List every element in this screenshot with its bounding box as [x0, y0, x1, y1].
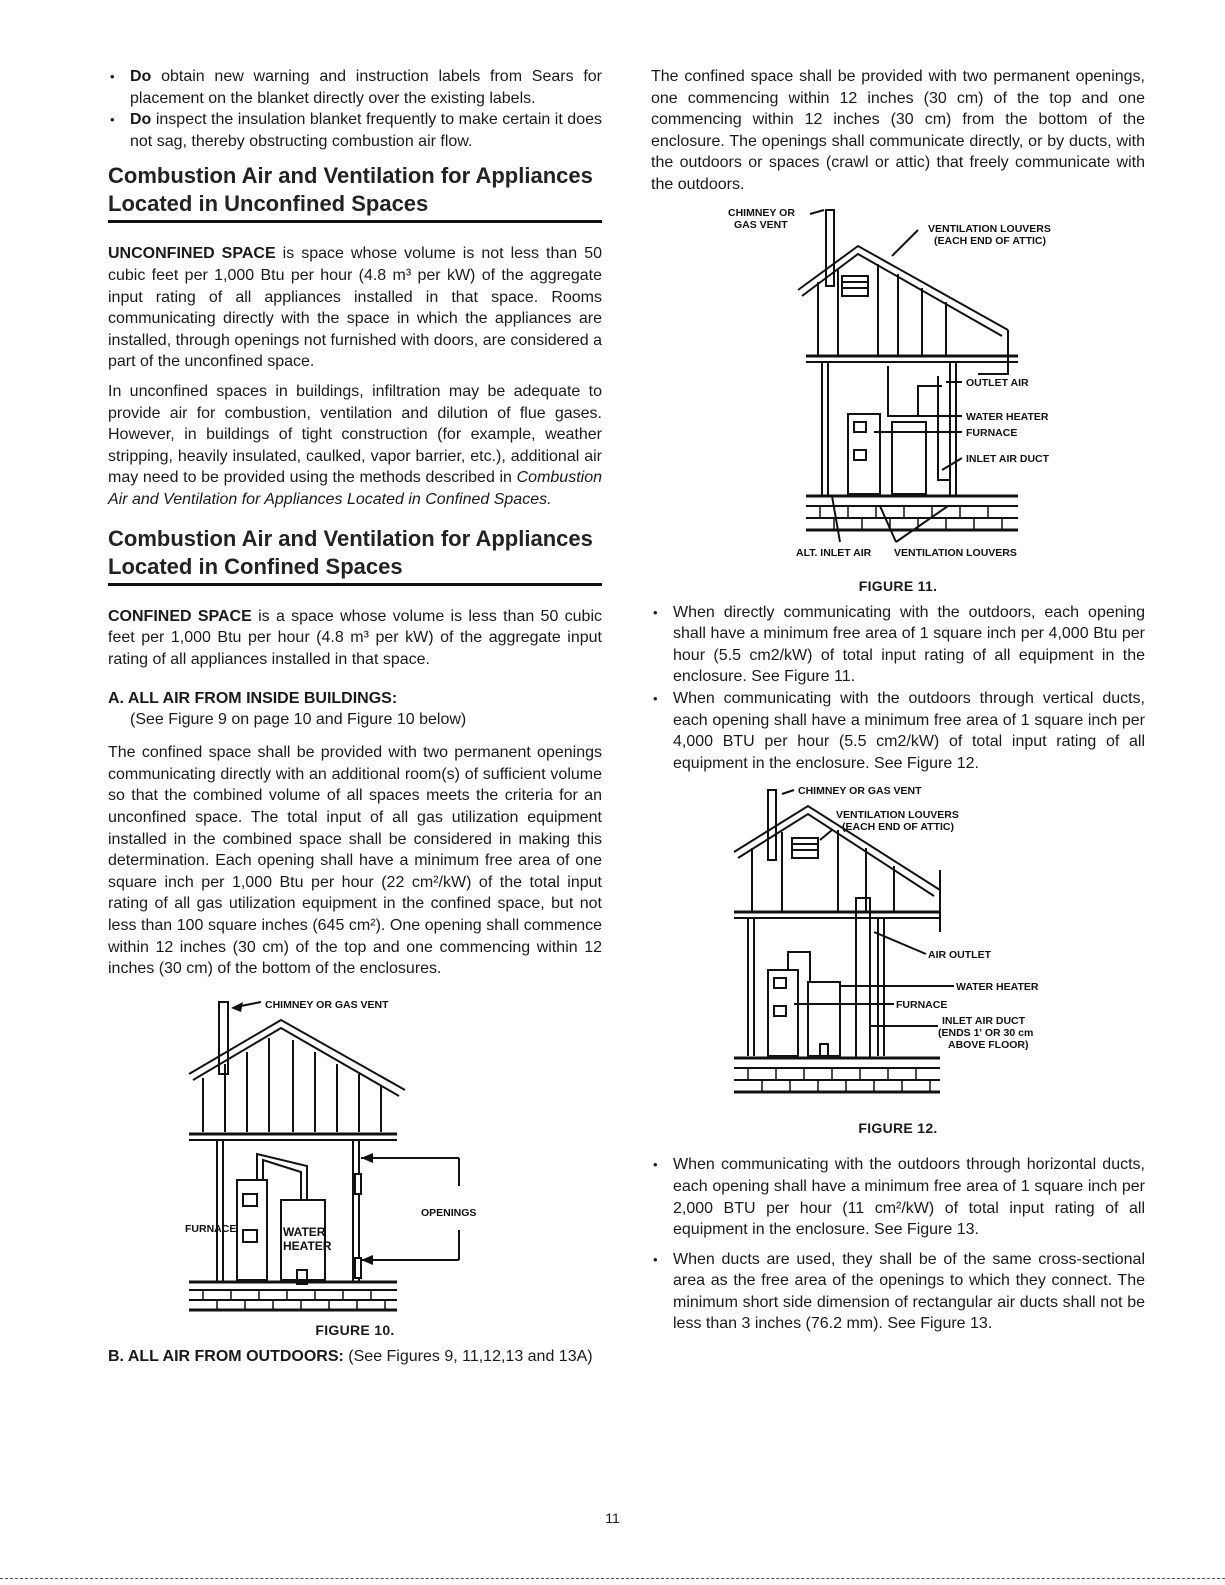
fig10-label-heater: HEATER [283, 1238, 332, 1253]
unconfined-paragraph: UNCONFINED SPACE is space whose volume is not less than 50 cubic feet per 1,000 Btu per hour (4.8 m³ per kW) of the aggregate input rating of all appliances installed in that space. Rooms communicating directly with the space in which the appliances are installed, through openings not furnished with doors, are considered a part of the unconfined space. [108, 245, 603, 371]
intro-paragraph: The confined space shall be provided with two permanent openings, one commencing within 12 inches (30 cm) of the top and one commencing within 12 inches (30 cm) from the bottom of the enclosure. The openings shall communicate directly, or by ducts, with the outdoors or spaces (crawl or attic) that freely communicate with the outdoors. [651, 68, 1145, 193]
fig11-label-water: WATER HEATER [966, 410, 1049, 423]
fig11-label-alt: ALT. INLET AIR [796, 546, 872, 559]
fig10-label-openings: OPENINGS [421, 1206, 477, 1219]
figure-11-caption: FIGURE 11. [858, 577, 938, 594]
fig10-label-furnace: FURNACE [185, 1222, 237, 1235]
fig11-label-chimney-1: CHIMNEY OR [728, 206, 795, 219]
fig12-label-furnace: FURNACE [896, 999, 948, 1012]
section-a-note: (See Figure 9 on page 10 and Figure 10 below) [130, 711, 467, 729]
section-a-paragraph: The confined space shall be provided with two permanent openings communicating directly with an additional room(s) of sufficient volume so that the combined volume of all spaces meets the criteria for an unconfined space. The total input of all gas utilization equipment installed in the combined space shall be considered in making this determination. Each opening shall have a minimum free area of one square inch per 1,000 Btu per hour (22 cm²/kW) of the total input rating of all gas utilization equipment in the confined space, but not less than 100 square inches (645 cm²). One opening shall commence within 12 inches (30 cm) of the top and one commencing within 12 inches (30 cm) of the bottom of the enclosures. [108, 744, 602, 978]
fig12-label-louvers-2: (EACH END OF ATTIC) [842, 821, 954, 834]
outdoor-bullets-b [651, 1154, 1145, 1335]
bullet-item: • When communicating with the outdoors through horizontal ducts, each opening shall have a minimum free area of 1 square inch per 2,000 BTU per hour (11 cm²/kW) of total input rating of all equipment in the enclosure. See Figure 13. [651, 1154, 1145, 1240]
figure-10-diagram [185, 994, 525, 1316]
heading-unconfined: Combustion Air and Ventilation for Appliances Located in Unconfined Spaces [108, 162, 602, 223]
fig11-label-inlet: INLET AIR DUCT [966, 452, 1050, 465]
fig12-label-water: WATER HEATER [956, 981, 1039, 994]
fig10-label-chimney: CHIMNEY OR GAS VENT [265, 998, 389, 1011]
fig12-label-outlet: AIR OUTLET [928, 949, 991, 962]
heading-confined: Combustion Air and Ventilation for Appliances Located in Confined Spaces [108, 525, 602, 586]
fig11-label-outlet: OUTLET AIR [966, 376, 1029, 389]
right-column [651, 66, 1145, 1335]
fig11-label-chimney-2: GAS VENT [734, 218, 788, 231]
figure-10-caption: FIGURE 10. [315, 1321, 395, 1338]
fig11-label-vent: VENTILATION LOUVERS [894, 546, 1017, 559]
confined-paragraph: CONFINED SPACE is a space whose volume is less than 50 cubic feet per 1,000 Btu per hour (4.8 m³ per kW) of the aggregate input rating of all appliances installed in that space. [108, 607, 603, 668]
bullet-item: • When directly communicating with the outdoors, each opening shall have a minimum free area of 1 square inch per 4,000 Btu per hour (5.5 cm2/kW) of total input rating of all equipment in the enclosure. See Figure 11. [651, 602, 1145, 688]
left-column [108, 66, 602, 1367]
section-b-line: B. ALL AIR FROM OUTDOORS: (See Figures 9, 11,12,13 and 13A) [108, 1347, 593, 1365]
page-bottom-rule [0, 1578, 1225, 1579]
fig11-label-furnace: FURNACE [966, 426, 1018, 439]
fig12-label-louvers-1: VENTILATION LOUVERS [836, 809, 959, 822]
figure-12-diagram [728, 782, 1068, 1114]
fig11-label-louvers-2: (EACH END OF ATTIC) [934, 234, 1046, 247]
bullet-item: • When ducts are used, they shall be of the same cross-sectional area as the free area of the openings to which they connect. The minimum short side dimension of rectangular air ducts shall not be less than 3 inches (76.2 mm). See Figure 13. [651, 1249, 1145, 1335]
infiltration-paragraph: In unconfined spaces in buildings, infiltration may be adequate to provide air for combustion, ventilation and dilution of flue gases. However, in buildings of tight construction (for example, weather stripping, heavily insulated, caulked, vapor barrier, etc.), additional air may need to be provided using the methods described in Combustion Air and Ventilation for Appliances Located in Confined Spaces. [108, 382, 602, 508]
figure-12-caption: FIGURE 12. [858, 1120, 938, 1137]
fig12-label-inlet-2: (ENDS 1' OR 30 cm [938, 1027, 1034, 1040]
fig10-label-water: WATER [283, 1224, 326, 1239]
figure-11-diagram [728, 206, 1068, 572]
bullet-item: • When communicating with the outdoors through vertical ducts, each opening shall have a minimum free area of 1 square inch per 4,000 BTU per hour (5.5 cm2/kW) of total input rating of all equipment in the enclosure. See Figure 12. [651, 688, 1145, 774]
label-bullets [108, 66, 602, 152]
fig12-label-inlet-3: ABOVE FLOOR) [948, 1039, 1029, 1052]
bullet-item: • Do inspect the insulation blanket frequently to make certain it does not sag, thereby obstructing combustion air flow. [108, 109, 602, 152]
section-a-title: A. ALL AIR FROM INSIDE BUILDINGS: [108, 690, 398, 708]
bullet-item: • Do obtain new warning and instruction labels from Sears for placement on the blanket directly over the existing labels. [108, 66, 602, 109]
fig12-label-chimney: CHIMNEY OR GAS VENT [798, 785, 922, 798]
fig11-label-louvers-1: VENTILATION LOUVERS [928, 222, 1051, 235]
fig12-label-inlet-1: INLET AIR DUCT [942, 1015, 1026, 1028]
page-number: 11 [605, 1510, 620, 1526]
outdoor-bullets-a [651, 602, 1145, 775]
